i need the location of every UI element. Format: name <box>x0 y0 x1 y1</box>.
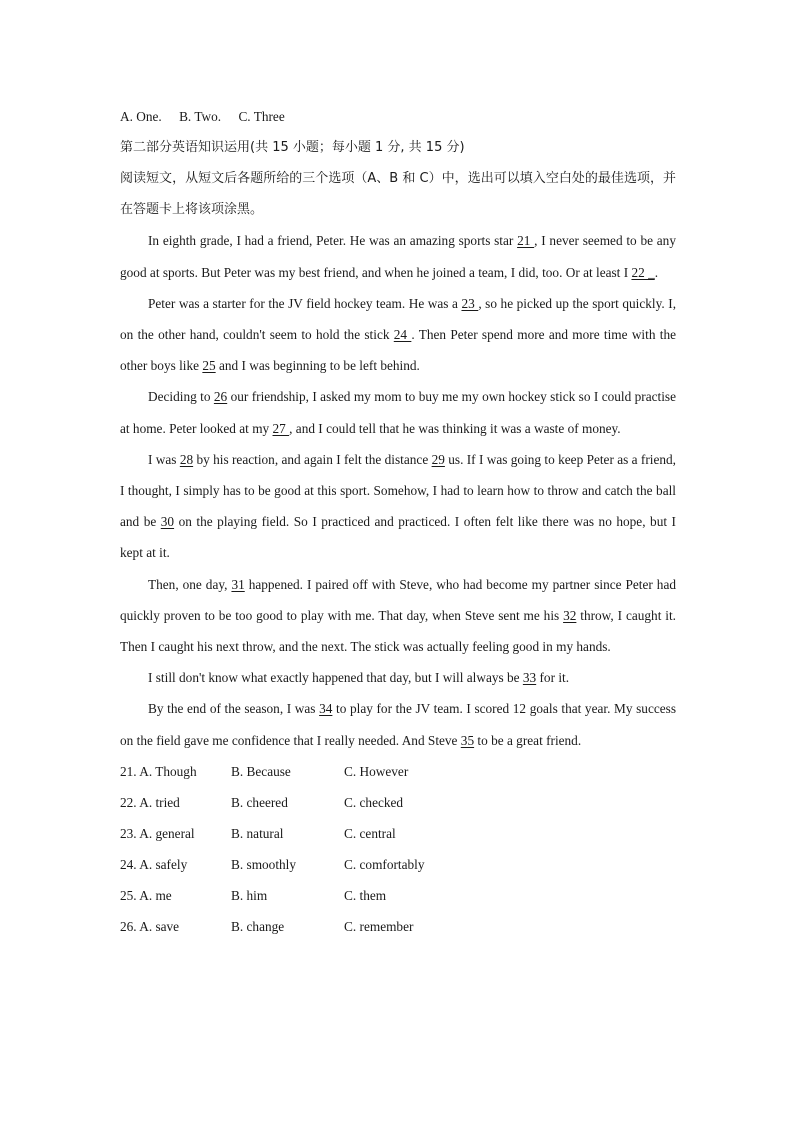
blank-number: 32 <box>563 607 577 623</box>
blank-number: 22 _ <box>631 264 655 280</box>
option-a: 25. A. me <box>120 887 172 903</box>
question-row <box>120 787 676 818</box>
passage-paragraph: Peter was a starter for the JV field hockey team. He was a 23 , so he picked up the sport quickly. I, on the other hand, couldn't seem to hold the stick 24 . Then Peter spend more and more time with the other boys like 25 and I was beginning to be left behind. <box>120 295 677 374</box>
option-c: C. However <box>344 763 409 779</box>
blank-number: 30 <box>160 514 175 530</box>
option-a: 24. A. safely <box>120 856 188 872</box>
option-b: B. Two. <box>179 109 222 124</box>
option-a: A. One. <box>120 109 162 124</box>
blank-number: 24 <box>393 327 412 343</box>
blank-number: 33 <box>522 670 537 686</box>
option-c: C. remember <box>344 918 414 934</box>
blank-number: 23 <box>461 295 479 311</box>
option-a: 21. A. Though <box>120 763 197 779</box>
option-b: B. him <box>231 887 268 903</box>
question-row <box>120 818 676 849</box>
passage-paragraph: Then, one day, 31 happened. I paired off with Steve, who had become my partner since Peter had quickly proven to be too good to play with me. That day, when Steve sent me his 32 throw, I caught it. Then I caught his next throw, and the next. The stick was actually feeling good in my hands. <box>120 576 676 655</box>
option-c: C. checked <box>344 794 404 810</box>
passage-paragraph: By the end of the season, I was 34 to play for the JV team. I scored 12 goals that year. My success on the field gave me confidence that I really needed. And Steve 35 to be a great friend. <box>120 701 676 748</box>
option-a: 23. A. general <box>120 825 195 841</box>
option-c: C. central <box>344 825 396 841</box>
instruction-text: 阅读短文，从短文后各题所给的三个选项（A、B 和 C）中，选出可以填入空白处的最佳选项，并在答题卡上将该项涂黑。 <box>120 171 676 218</box>
blank-number: 29 <box>431 451 445 467</box>
blank-number: 34 <box>319 701 333 717</box>
blank-number: 31 <box>231 576 245 592</box>
option-c: C. them <box>344 887 387 903</box>
option-c: C. Three <box>238 109 285 124</box>
blank-number: 25 <box>202 358 216 374</box>
passage-paragraph: I was 28 by his reaction, and again I felt the distance 29 us. If I was going to keep Peter as a friend, I thought, I simply has to be good at this sport. Somehow, I had to learn how to throw and catch the ball and be 30 on the playing field. So I practiced and practiced. I often felt like there was no hope, but I kept at it. <box>120 451 677 561</box>
option-c: C. comfortably <box>344 856 425 872</box>
blank-number: 28 <box>179 451 194 467</box>
option-b: B. cheered <box>231 794 288 810</box>
blank-number: 21 <box>517 233 535 249</box>
blank-number: 26 <box>213 389 228 405</box>
blank-number: 35 <box>460 732 475 748</box>
question-row <box>120 756 676 787</box>
exam-page <box>120 101 676 942</box>
cloze-passage <box>120 225 676 755</box>
previous-question-options <box>120 101 676 132</box>
option-a: 22. A. tried <box>120 794 180 810</box>
option-a: 26. A. save <box>120 918 180 934</box>
question-list <box>120 756 676 942</box>
passage-paragraph: I still don't know what exactly happened that day, but I will always be 33 for it. <box>148 670 570 686</box>
blank-number: 27 <box>272 420 290 436</box>
section-title: 第二部分英语知识运用(共 15 小题；每小题 1 分, 共 15 分) <box>120 140 465 155</box>
option-b: B. Because <box>231 763 291 779</box>
option-b: B. change <box>231 918 285 934</box>
passage-paragraph: Deciding to 26 our friendship, I asked my mom to buy me my own hockey stick so I could practise at home. Peter looked at my 27 , and I could tell that he was thinking it was a waste of money. <box>120 389 677 436</box>
question-row <box>120 880 676 911</box>
option-b: B. natural <box>231 825 284 841</box>
passage-paragraph: In eighth grade, I had a friend, Peter. He was an amazing sports star 21 , I never seemed to be any good at sports. But Peter was my best friend, and when he joined a team, I did, too. Or at least I 22 _. <box>120 233 676 280</box>
question-row <box>120 911 676 942</box>
question-row <box>120 849 676 880</box>
option-b: B. smoothly <box>231 856 297 872</box>
